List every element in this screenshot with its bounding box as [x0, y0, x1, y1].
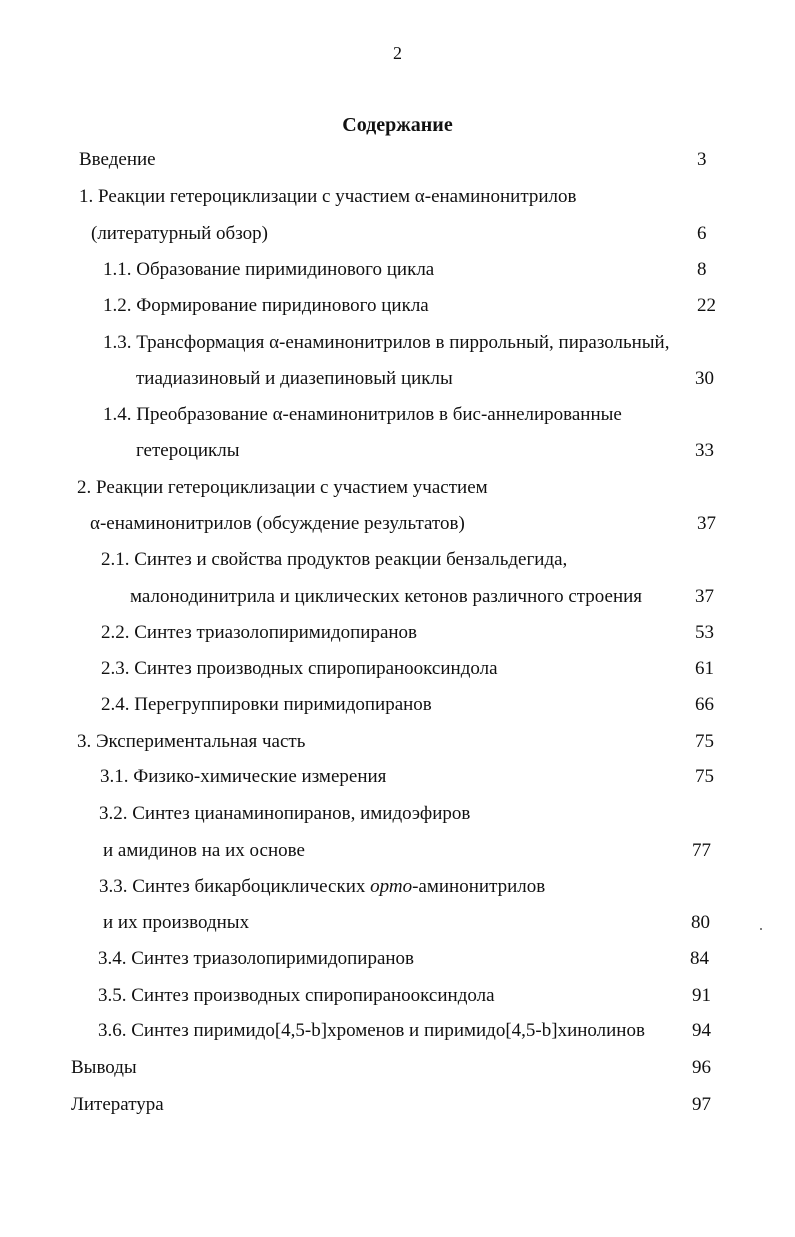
toc-page-number: 91 — [692, 985, 711, 1006]
toc-page-number: 84 — [690, 948, 709, 969]
toc-entry-section-2-2: 2.2. Синтез триазолопиримидопиранов — [101, 622, 418, 643]
toc-page-number: 53 — [695, 622, 714, 643]
toc-entry-section-2-1-cont: малонодинитрила и циклических кетонов различного строения — [130, 586, 643, 607]
toc-entry-conclusions: Выводы — [71, 1057, 137, 1078]
toc-entry-chapter-3: 3. Экспериментальная часть — [77, 731, 306, 752]
toc-page-number: 96 — [692, 1057, 711, 1078]
toc-page-number: 3 — [697, 149, 707, 170]
toc-page-number: 37 — [697, 513, 716, 534]
toc-page-number: 33 — [695, 440, 714, 461]
toc-entry-italic: орто — [370, 876, 413, 897]
scan-speck — [760, 928, 762, 930]
toc-page-number: 77 — [692, 840, 711, 861]
toc-entry-chapter-1: 1. Реакции гетероциклизации с участием α-енаминонитрилов — [79, 186, 577, 207]
toc-entry-section-2-4: 2.4. Перегруппировки пиримидопиранов — [101, 694, 432, 715]
toc-page-number: 22 — [697, 295, 716, 316]
toc-page-number: 8 — [697, 259, 707, 280]
toc-entry-chapter-1-cont: (литературный обзор) — [91, 223, 268, 244]
toc-entry-section-2-3: 2.3. Синтез производных спиропиранооксиндола — [101, 658, 498, 679]
toc-entry-chapter-2: 2. Реакции гетероциклизации с участием участием — [77, 477, 488, 498]
toc-entry-section-1-3: 1.3. Трансформация α-енаминонитрилов в пиррольный, пиразольный, — [103, 332, 670, 353]
toc-entry-section-1-4-cont: гетероциклы — [136, 440, 240, 461]
toc-entry-section-1-1: 1.1. Образование пиримидинового цикла — [103, 259, 435, 280]
toc-page-number: 80 — [691, 912, 710, 933]
page-number: 2 — [393, 43, 402, 63]
toc-entry-section-3-6: 3.6. Синтез пиримидо[4,5-b]хроменов и пиримидо[4,5-b]хинолинов — [98, 1020, 645, 1041]
toc-entry-section-1-4: 1.4. Преобразование α-енаминонитрилов в бис-аннелированные — [103, 404, 622, 425]
toc-entry-section-3-2: 3.2. Синтез цианаминопиранов, имидоэфиров — [99, 803, 471, 824]
toc-entry-section-2-1: 2.1. Синтез и свойства продуктов реакции бензальдегида, — [101, 549, 568, 570]
toc-title: Содержание — [342, 114, 453, 136]
toc-page-number: 6 — [697, 223, 707, 244]
toc-page-number: 61 — [695, 658, 714, 679]
toc-entry-section-3-5: 3.5. Синтез производных спиропиранооксиндола — [98, 985, 495, 1006]
toc-entry-section-3-1: 3.1. Физико-химические измерения — [100, 766, 387, 787]
toc-page-number: 30 — [695, 368, 714, 389]
toc-page-number: 97 — [692, 1094, 711, 1115]
toc-entry-section-3-4: 3.4. Синтез триазолопиримидопиранов — [98, 948, 415, 969]
toc-page-number: 66 — [695, 694, 714, 715]
toc-entry-text: 3.3. Синтез бикарбоциклических — [99, 876, 371, 897]
toc-entry-section-3-3-cont: и их производных — [103, 912, 250, 933]
toc-entry-section-3-3 — [99, 875, 545, 899]
toc-entry-text: -аминонитрилов — [412, 876, 546, 897]
toc-page-number: 37 — [695, 586, 714, 607]
toc-entry-references: Литература — [71, 1094, 164, 1115]
toc-page-number: 75 — [695, 731, 714, 752]
toc-entry-section-1-3-cont: тиадиазиновый и диазепиновый циклы — [136, 368, 453, 389]
toc-entry-section-1-2: 1.2. Формирование пиридинового цикла — [103, 295, 429, 316]
toc-page-number: 94 — [692, 1020, 711, 1041]
toc-entry-chapter-2-cont: α-енаминонитрилов (обсуждение результатов) — [90, 513, 465, 534]
toc-page-number: 75 — [695, 766, 714, 787]
toc-entry-introduction: Введение — [79, 149, 156, 170]
toc-entry-section-3-2-cont: и амидинов на их основе — [103, 840, 305, 861]
